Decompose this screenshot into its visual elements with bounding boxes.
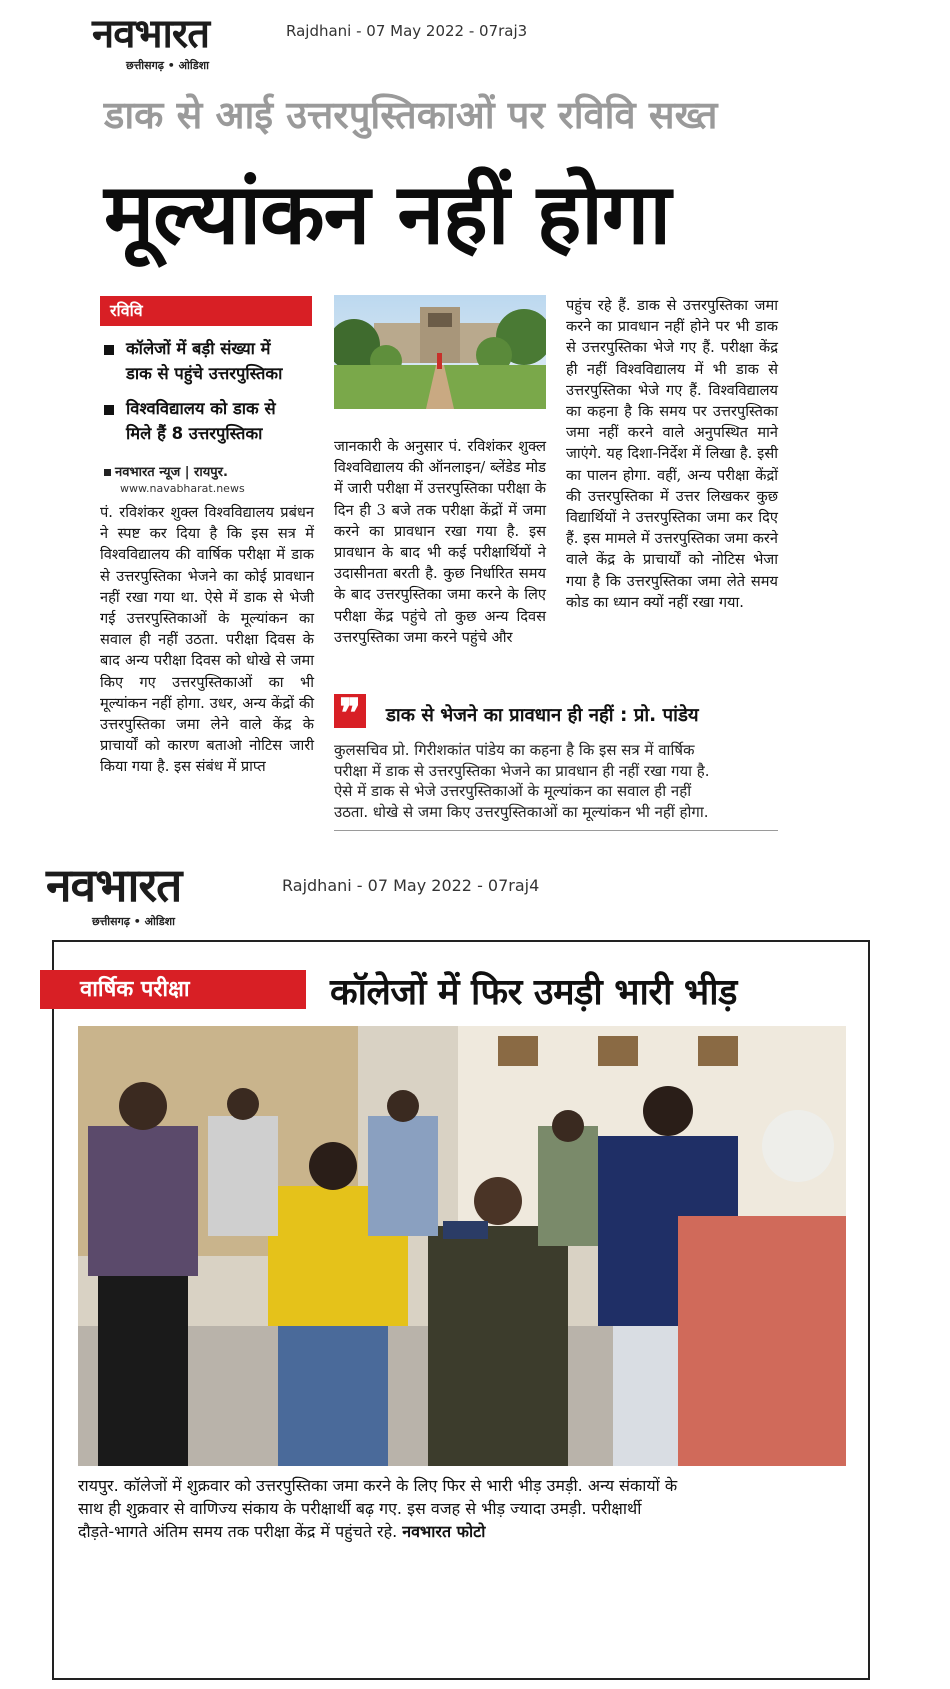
story-headline: कॉलेजों में फिर उमड़ी भारी भीड़ <box>330 972 737 1013</box>
main-headline: मूल्यांकन नहीं होगा <box>104 165 671 263</box>
quote-divider <box>334 830 778 831</box>
bullet-item: कॉलेजों में बड़ी संख्या में डाक से पहुंचे उत्तरपुस्तिका <box>104 336 319 386</box>
byline: नवभारत न्यूज | रायपुर. <box>104 462 228 480</box>
newspaper-logo: नवभारत <box>92 11 210 57</box>
article-column-3: पहुंच रहे हैं. डाक से उत्तरपुस्तिका जमा करने का प्रावधान नहीं होने पर भी डाक से उत्तरपुस्तिका भेजे गए हैं. परीक्षा केंद्र ही नहीं विश्वविद्यालय में भी डाक से उत्तरपुस्तिका भेजे गए हैं. विश्वविद्यालय का कहना है कि समय पर उत्तरपुस्तिका जमा नहीं करने वाले अनुपस्थित माने जाएंगे. यह दिशा-निर्देश में लिखा है. इसी का पालन होगा. वहीं, अन्य परीक्षा केंद्रों की उत्तरपुस्तिका में उत्तर लिखकर कुछ विद्यार्थियों ने उत्तरपुस्तिका जमा कर दिए हैं. इस मामले में उत्तरपुस्तिका जमा करने वाले केंद्र के प्राचार्यों को नोटिस भेजा गया है कि उत्तरपुस्तिका जमा लेते समय कोड का ध्यान क्यों नहीं रखा गया. <box>566 297 778 611</box>
section-label: वार्षिक परीक्षा <box>40 970 306 1009</box>
article-column-2: जानकारी के अनुसार पं. रविशंकर शुक्ल विश्वविद्यालय की ऑनलाइन/ ब्लेंडेड मोड में जारी परीक्षा में उत्तरपुस्तिका परीक्षा के दिन ही 3 बजे तक परीक्षा केंद्रों में जमा करने का प्रावधान रखा गया है. इस प्रावधान के बाद भी कई परीक्षार्थियों ने उदासीनता बरती है. कुछ निर्धारित समय के बाद उत्तरपुस्तिका जमा करने के लिए परीक्षा केंद्र पहुंचे तो कुछ अन्य दिवस उत्तरपुस्तिका जमा करने पहुंचे और <box>334 438 546 646</box>
photo-illustration <box>334 295 546 409</box>
quote-icon: ❞ <box>334 694 366 728</box>
website-link[interactable]: www.navabharat.news <box>120 482 245 495</box>
university-building-photo <box>334 295 546 409</box>
quote-title: डाक से भेजने का प्रावधान ही नहीं : प्रो. पांडेय <box>386 705 699 726</box>
bullet-item: विश्वविद्यालय को डाक से मिले हैं 8 उत्तरपुस्तिका <box>104 396 319 446</box>
bullet-square-icon <box>104 405 114 415</box>
logo-subtitle: छत्तीसगढ़ • ओडिशा <box>92 915 175 928</box>
quote-body: कुलसचिव प्रो. गिरीशकांत पांडेय का कहना है कि इस सत्र में वार्षिक परीक्षा में डाक से उत्तरपुस्तिका भेजने का प्रावधान ही नहीं रखा गया है. ऐसे में डाक से भेजे उत्तरपुस्तिकाओं के मूल्यांकन का सवाल ही नहीं उठता. धोखे से जमा किए उत्तरपुस्तिकाओं का मूल्यांकन भी नहीं होगा. <box>334 741 710 821</box>
article-column-1: पं. रविशंकर शुक्ल विश्वविद्यालय प्रबंधन ने स्पष्ट कर दिया है कि इस सत्र में विश्वविद्यालय की वार्षिक परीक्षा में डाक से उत्तरपुस्तिका भेजने का कोई प्रावधान नहीं रखा गया था. ऐसे में डाक से भेजी गई उत्तरपुस्तिकाओं के मूल्यांकन का सवाल ही नहीं उठता. परीक्षा दिवस के बाद अन्य परीक्षा दिवस को धोखे से जमा किए गए उत्तरपुस्तिकाओं का भी मूल्यांकन नहीं होगा. उधर, अन्य केंद्रों की उत्तरपुस्तिका जमा लेने वाले केंद्र के प्राचार्यों को कारण बताओ नोटिस जारी किया गया है. इस संबंध में प्राप्त <box>100 504 314 776</box>
edition-line: Rajdhani - 07 May 2022 - 07raj3 <box>286 22 528 40</box>
bullet-square-icon <box>104 345 114 355</box>
photo-credit: नवभारत फोटो <box>402 1522 486 1541</box>
photo-illustration <box>78 1026 846 1466</box>
edition-line: Rajdhani - 07 May 2022 - 07raj4 <box>282 876 540 895</box>
photo-caption: रायपुर. कॉलेजों में शुक्रवार को उत्तरपुस्तिका जमा करने के लिए फिर से भारी भीड़ उमड़ी. अन्य संकायों के साथ ही शुक्रवार से वाणिज्य संकाय के परीक्षार्थी बढ़ गए. इस वजह से भीड़ ज्यादा उमड़ी. परीक्षार्थी दौड़ते-भागते अंतिम समय तक परीक्षा केंद्र में पहुंचते रहे. नवभारत फोटो <box>78 1476 678 1541</box>
section-tag: रविवि <box>100 296 312 326</box>
bullet-square-icon <box>104 469 111 476</box>
logo-subtitle: छत्तीसगढ़ • ओडिशा <box>126 59 209 72</box>
crowd-photo <box>78 1026 846 1466</box>
newspaper-logo: नवभारत <box>46 858 182 912</box>
kicker-headline: डाक से आई उत्तरपुस्तिकाओं पर रविवि सख्त <box>104 93 718 137</box>
